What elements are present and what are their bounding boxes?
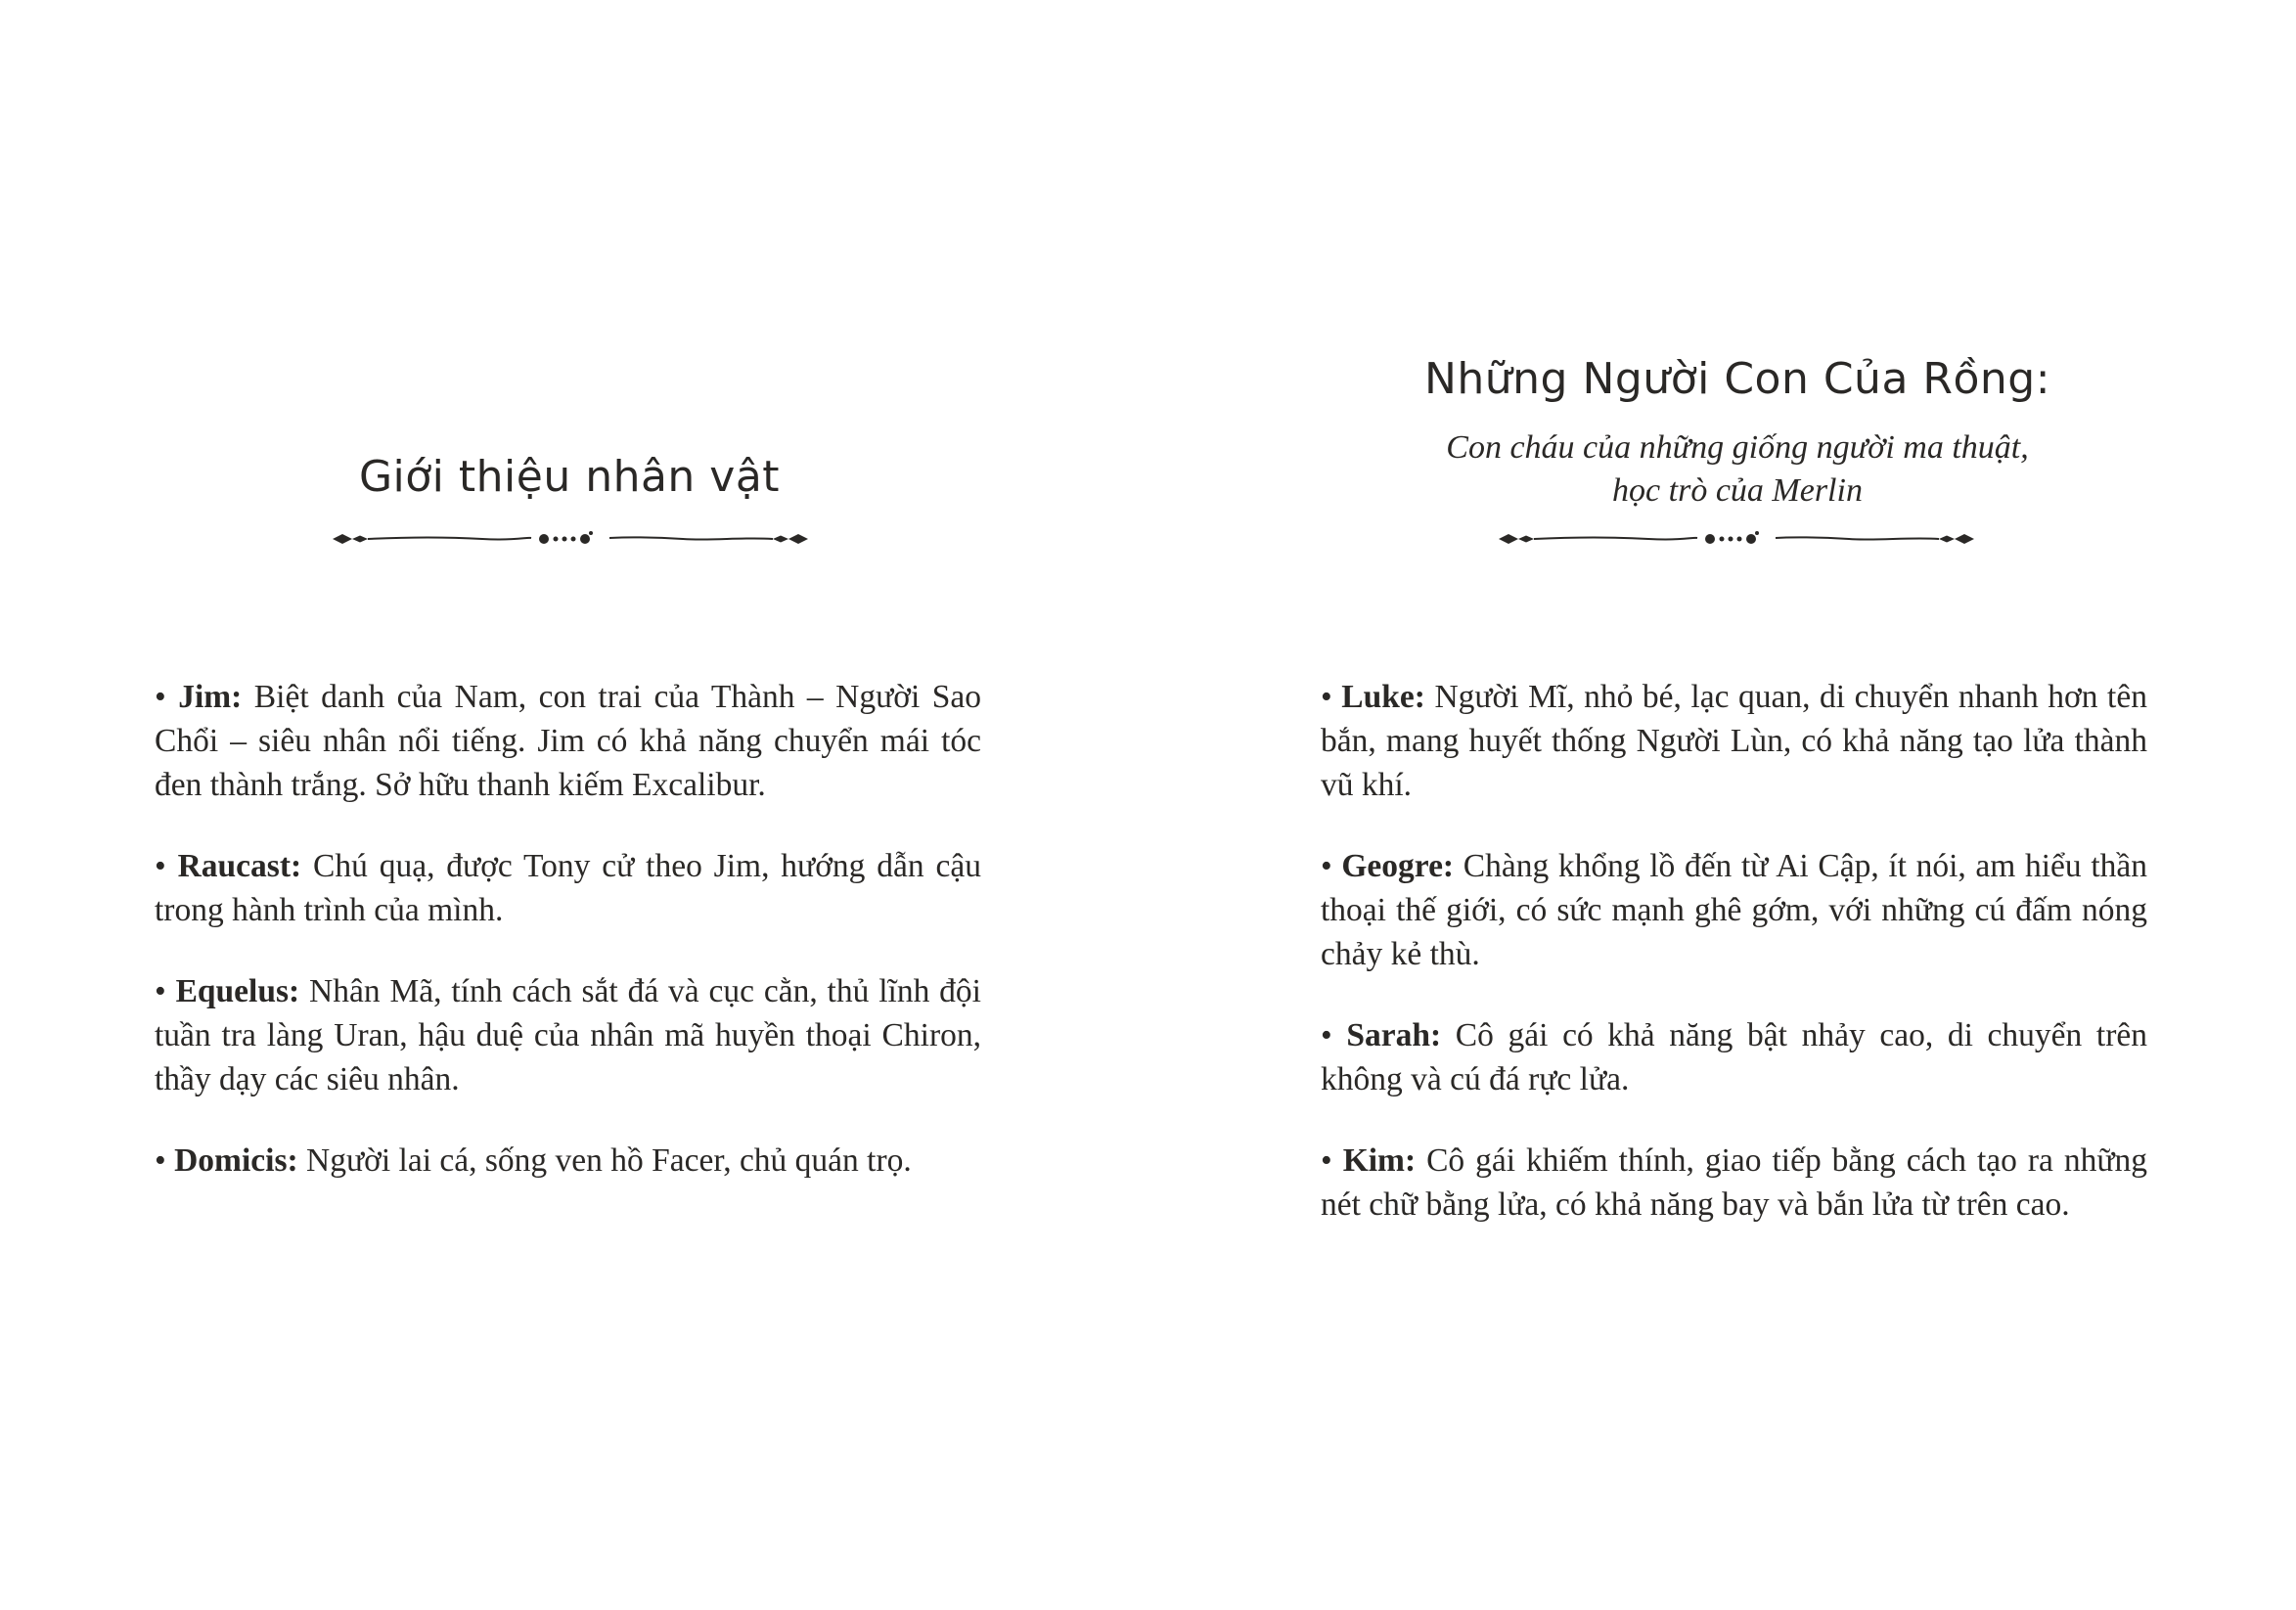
right-page <box>1148 0 2296 1610</box>
list-item: • Raucast: Chú quạ, được Tony cử theo Jim, hướng dẫn cậu trong hành trình của mình. <box>155 848 981 928</box>
character-name: Geogre: <box>1341 848 1455 884</box>
character-name: Jim: <box>178 679 243 715</box>
list-item: • Sarah: Cô gái có khả năng bật nhảy cao, di chuyển trên không và cú đá rực lửa. <box>1321 1017 2147 1097</box>
list-item: • Equelus: Nhân Mã, tính cách sắt đá và cục cằn, thủ lĩnh đội tuần tra làng Uran, hậu duệ của nhân mã huyền thoại Chiron, thầy dạy các siêu nhân. <box>155 973 981 1097</box>
character-description: Cô gái có khả năng bật nhảy cao, di chuyển trên không và cú đá rực lửa. <box>1321 1017 2147 1097</box>
character-description: Chú quạ, được Tony cử theo Jim, hướng dẫn cậu trong hành trình của mình. <box>155 848 981 928</box>
character-name: Luke: <box>1341 679 1425 715</box>
character-name: Sarah: <box>1346 1017 1442 1053</box>
character-description: Người Mĩ, nhỏ bé, lạc quan, di chuyển nhanh hơn tên bắn, mang huyết thống Người Lùn, có khả năng tạo lửa thành vũ khí. <box>1321 679 2147 803</box>
ornamental-divider-icon <box>331 524 810 554</box>
page-title: Những Người Con Của Rồng: <box>1423 354 2051 404</box>
character-name: Equelus: <box>175 973 300 1009</box>
character-name: Domicis: <box>174 1142 298 1179</box>
list-item: • Geogre: Chàng khổng lồ đến từ Ai Cập, ít nói, am hiểu thần thoại thế giới, có sức mạnh ghê gớm, với những cú đấm nóng chảy kẻ thù. <box>1321 848 2147 972</box>
list-item: • Domicis: Người lai cá, sống ven hồ Facer, chủ quán trọ. <box>155 1142 912 1179</box>
character-description: Người lai cá, sống ven hồ Facer, chủ quán trọ. <box>297 1142 912 1179</box>
character-list <box>155 675 981 1220</box>
subtitle: Con cháu của những giống người ma thuật, <box>1446 429 2029 466</box>
list-item: • Kim: Cô gái khiếm thính, giao tiếp bằng cách tạo ra những nét chữ bằng lửa, có khả năng bay và bắn lửa từ trên cao. <box>1321 1142 2147 1223</box>
page-title: Giới thiệu nhân vật <box>358 452 781 502</box>
subtitle: học trò của Merlin <box>1612 472 1863 509</box>
ornamental-divider-icon <box>1497 524 1976 554</box>
character-description: Cô gái khiếm thính, giao tiếp bằng cách tạo ra những nét chữ bằng lửa, có khả năng bay và bắn lửa từ trên cao. <box>1321 1142 2147 1223</box>
character-list <box>1321 675 2147 1264</box>
character-name: Kim: <box>1342 1142 1417 1179</box>
character-description: Chàng khổng lồ đến từ Ai Cập, ít nói, am hiểu thần thoại thế giới, có sức mạnh ghê gớm, với những cú đấm nóng chảy kẻ thù. <box>1321 848 2147 972</box>
character-description: Biệt danh của Nam, con trai của Thành – Người Sao Chổi – siêu nhân nổi tiếng. Jim có khả năng chuyển mái tóc đen thành trắng. Sở hữu thanh kiếm Excalibur. <box>155 679 981 803</box>
character-description: Nhân Mã, tính cách sắt đá và cục cằn, thủ lĩnh đội tuần tra làng Uran, hậu duệ của nhân mã huyền thoại Chiron, thầy dạy các siêu nhân. <box>155 973 981 1097</box>
list-item: • Jim: Biệt danh của Nam, con trai của Thành – Người Sao Chổi – siêu nhân nổi tiếng. Jim có khả năng chuyển mái tóc đen thành trắng. Sở hữu thanh kiếm Excalibur. <box>155 679 981 803</box>
character-name: Raucast: <box>177 848 302 884</box>
list-item: • Luke: Người Mĩ, nhỏ bé, lạc quan, di chuyển nhanh hơn tên bắn, mang huyết thống Người Lùn, có khả năng tạo lửa thành vũ khí. <box>1321 679 2147 803</box>
